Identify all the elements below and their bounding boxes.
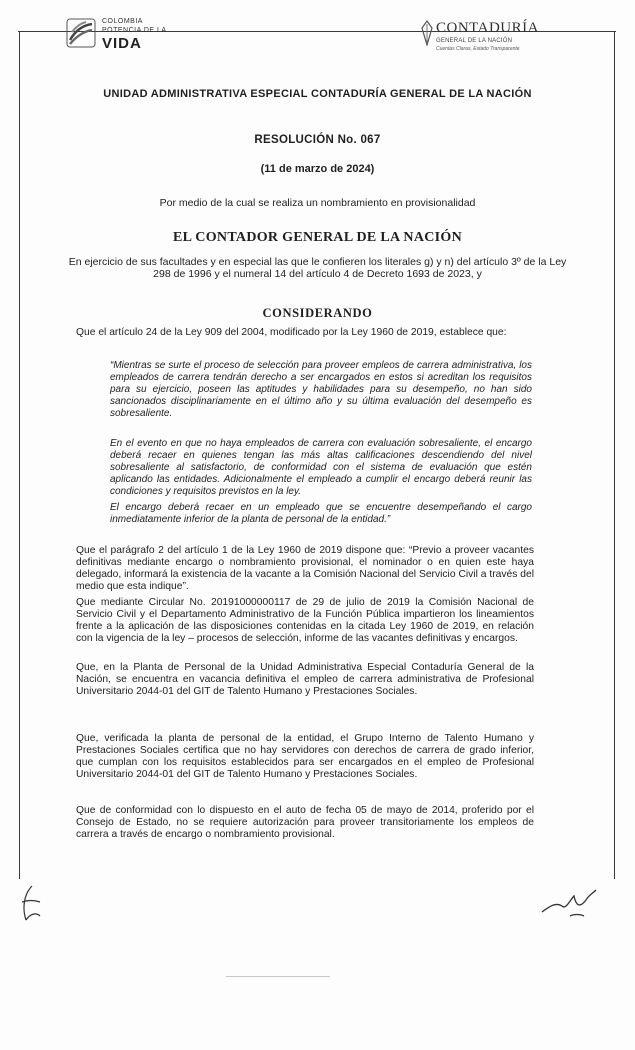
paragraph-5: Que, verificada la planta de personal de la entidad, el Grupo Interno de Talento Humano y Prestaciones Sociales certifica que no hay servidores con derechos de carrera de grado inferior, que cumplan con los requisitos establecidos para ser encargados en el empleo de Profesional Universitario 2044-01 del GIT de Talento Humano y Prestaciones Sociales.	[76, 733, 534, 780]
colombia-flag-icon	[66, 18, 96, 48]
logo-left-line3: VIDA	[102, 35, 142, 52]
logo-right-line2: GENERAL DE LA NACIÓN	[436, 38, 513, 44]
quote-2: En el evento en que no haya empleados de carrera con evaluación sobresaliente, el encargo deberá recaer en quienes tengan las más altas calificaciones descendiendo del nivel sobresaliente al satisfactorio, de conformidad con el sistema de evaluación que estén aplicando las entidades. Adicionalmente el empleado a cumplir el encargo deberá reunir las condiciones y requisitos previstos en la ley.	[110, 438, 532, 497]
page-border-right	[614, 31, 615, 879]
resolution-number: RESOLUCIÓN No. 067	[254, 134, 381, 146]
bottom-rule	[226, 976, 330, 977]
quote-1: “Mientras se surte el proceso de selección para proveer empleos de carrera administrativa, los empleados de carrera tendrán derecho a ser encargados en estos si acreditan los requisitos para su ejercicio, poseen las aptitudes y habilidades para su desempeño, no han sido sancionados disciplinariamente en el último año y su última evaluación del desempeño es sobresaliente.	[110, 360, 532, 419]
signatory-title: EL CONTADOR GENERAL DE LA NACIÓN	[173, 230, 462, 245]
paragraph-4: Que, en la Planta de Personal de la Unidad Administrativa Especial Contaduría General de la Nación, se encuentra en vacancia definitiva el empleo de carrera administrativa de Profesional Universitario 2044-01 del GIT de Talento Humano y Prestaciones Sociales.	[76, 662, 534, 697]
logo-right-line3: Cuentas Claras, Estado Transparente	[436, 46, 520, 52]
colombia-logo	[66, 14, 176, 54]
logo-right-line1: CONTADURÍA	[436, 20, 539, 36]
resolution-purpose: Por medio de la cual se realiza un nombramiento en provisionalidad	[159, 197, 476, 209]
page-border-left	[19, 31, 20, 879]
logo-left-line2: POTENCIA DE LA	[102, 27, 167, 34]
initials-signature-right	[540, 886, 600, 922]
paragraph-1: Que el artículo 24 de la Ley 909 del 2004, modificado por la Ley 1960 de 2019, establece que:	[76, 327, 507, 338]
paragraph-6: Que de conformidad con lo dispuesto en el auto de fecha 05 de mayo de 2014, proferido por el Consejo de Estado, no se requiere autorización para proveer transitoriamente los empleos de carrera a través de encargo o nombramiento provisional.	[76, 805, 534, 840]
entity-heading: UNIDAD ADMINISTRATIVA ESPECIAL CONTADURÍA GENERAL DE LA NACIÓN	[103, 88, 532, 100]
logo-left-line1: COLOMBIA	[102, 18, 143, 25]
contaduria-logo	[420, 14, 540, 56]
paragraph-2: Que el parágrafo 2 del artículo 1 de la Ley 1960 de 2019 dispone que: “Previo a proveer vacantes definitivas mediante encargo o nombramiento provisional, el nominador o en quien este haya delegado, informará la existencia de la vacante a la Comisión Nacional del Servicio Civil a través del medio que esta indique”.	[76, 545, 534, 592]
paragraph-3: Que mediante Circular No. 20191000000117 de 29 de julio de 2019 la Comisión Nacional de Servicio Civil y el Departamento Administrativo de la Función Pública impartieron los lineamientos frente a la aplicación de las disposiciones contenidas en la citada Ley 1960 de 2019, en relación con la vigencia de la ley – procesos de selección, informe de las vacantes definitivas y encargos.	[76, 597, 534, 644]
initials-signature-left	[18, 884, 44, 926]
legal-powers: En ejercicio de sus facultades y en especial las que le confieren los literales g) y n) del artículo 3º de la Ley 298 de 1996 y el numeral 14 del artículo 4 de Decreto 1693 de 2023, y	[68, 256, 567, 280]
quote-3: El encargo deberá recaer en un empleado que se encuentre desempeñando el cargo inmediatamente inferior de la planta de personal de la entidad.”	[110, 502, 532, 525]
resolution-date: (11 de marzo de 2024)	[260, 163, 375, 175]
contaduria-emblem-icon	[420, 20, 434, 46]
considerando-heading: CONSIDERANDO	[262, 306, 373, 320]
